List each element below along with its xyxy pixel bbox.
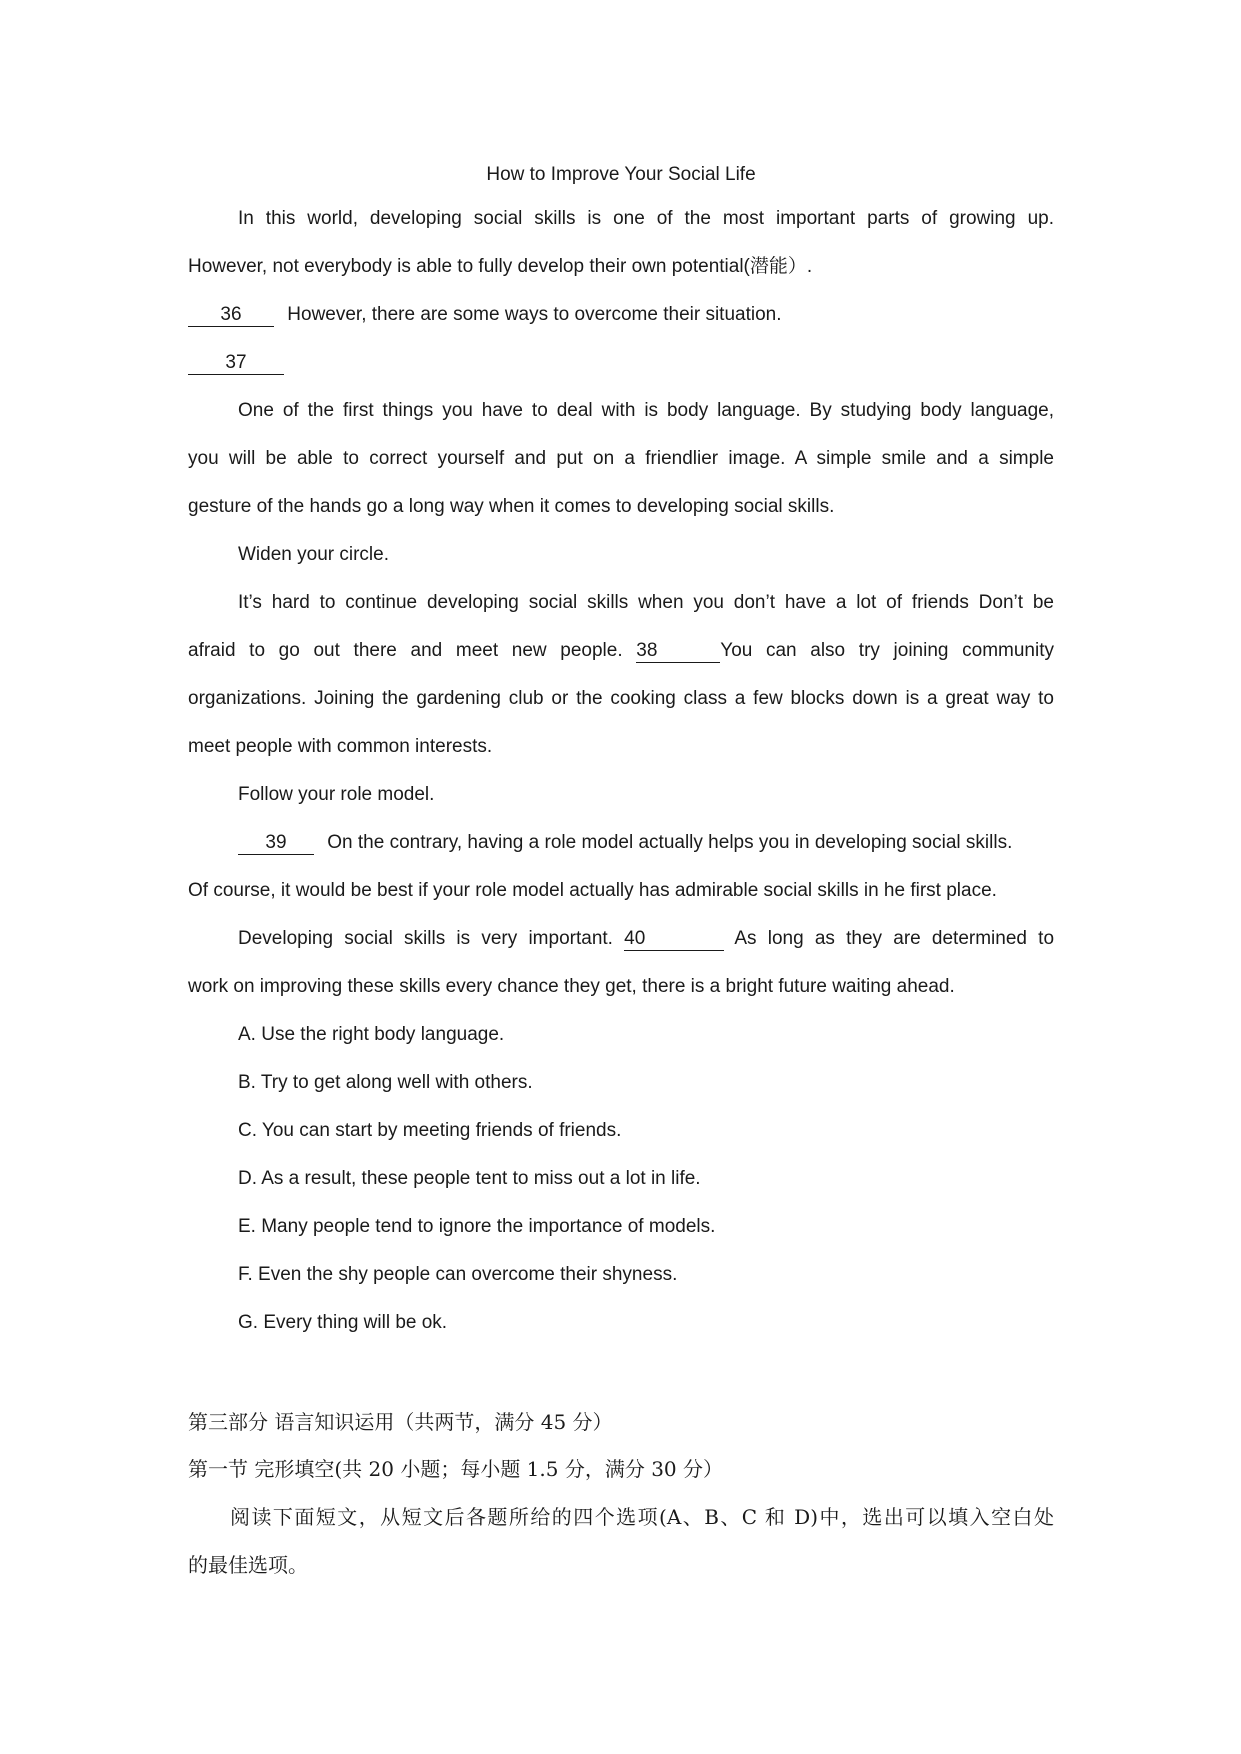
paragraph-role-model-line-2: Of course, it would be best if your role model actually has admirable social skills in he first place.	[188, 880, 997, 901]
part3-heading: 第三部分 语言知识运用（共两节，满分 45 分）	[188, 1410, 613, 1434]
sentence-after-39: On the contrary, having a role model actually helps you in developing social skills.	[327, 832, 1013, 853]
paragraph-body-language-line-1: One of the first things you have to deal with is body language. By studying body language,	[238, 400, 1054, 421]
option-b: B. Try to get along well with others.	[238, 1072, 533, 1093]
sentence-after-40: As long as they are determined to	[734, 928, 1055, 949]
paragraph-conclusion-line-1	[188, 927, 1054, 951]
sentence-after-36: However, there are some ways to overcome their situation.	[287, 304, 782, 325]
blank-36-line	[188, 303, 1054, 327]
option-d: D. As a result, these people tent to miss out a lot in life.	[238, 1168, 701, 1189]
paragraph-widen-line-4: meet people with common interests.	[188, 736, 493, 757]
blank-37-line	[188, 351, 1054, 375]
blank-37: 37	[188, 353, 284, 375]
paragraph-role-model-line-1	[188, 831, 1054, 855]
option-a: A. Use the right body language.	[238, 1024, 505, 1045]
passage-title: How to Improve Your Social Life	[486, 164, 756, 185]
heading-widen-circle: Widen your circle.	[238, 544, 389, 565]
paragraph-intro-line-2: However, not everybody is able to fully develop their own potential(潜能）.	[188, 256, 813, 277]
instruction-line-2: 的最佳选项。	[188, 1553, 308, 1577]
paragraph-widen-line-2	[188, 639, 1054, 663]
paragraph-widen-line-1: It’s hard to continue developing social skills when you don’t have a lot of friends Don’t be	[238, 592, 1054, 613]
paragraph-conclusion-line-2: work on improving these skills every chance they get, there is a bright future waiting ahead.	[188, 976, 955, 997]
paragraph-intro-line-1: In this world, developing social skills is one of the most important parts of growing up.	[238, 208, 1054, 229]
option-f: F. Even the shy people can overcome their shyness.	[238, 1264, 678, 1285]
section1-heading: 第一节 完形填空(共 20 小题；每小题 1.5 分，满分 30 分）	[188, 1457, 724, 1481]
blank-39: 39	[238, 833, 314, 855]
instruction-line-1: 阅读下面短文，从短文后各题所给的四个选项(A、B、C 和 D)中，选出可以填入空白处	[230, 1505, 1054, 1529]
blank-40: 40	[624, 929, 724, 951]
paragraph-body-language-line-2: you will be able to correct yourself and put on a friendlier image. A simple smile and a simple	[188, 448, 1054, 469]
option-g: G. Every thing will be ok.	[238, 1312, 448, 1333]
option-c: C. You can start by meeting friends of friends.	[238, 1120, 622, 1141]
option-e: E. Many people tend to ignore the importance of models.	[238, 1216, 716, 1237]
paragraph-body-language-line-3: gesture of the hands go a long way when it comes to developing social skills.	[188, 496, 835, 517]
heading-follow-role-model: Follow your role model.	[238, 784, 435, 805]
sentence-before-40: Developing social skills is very important.	[238, 928, 613, 949]
sentence-before-38: afraid to go out there and meet new people.	[188, 640, 623, 661]
paragraph-widen-line-3: organizations. Joining the gardening club or the cooking class a few blocks down is a great way to	[188, 688, 1054, 709]
blank-36: 36	[188, 305, 274, 327]
sentence-after-38: You can also try joining community	[720, 640, 1054, 661]
blank-38: 38	[636, 641, 720, 663]
